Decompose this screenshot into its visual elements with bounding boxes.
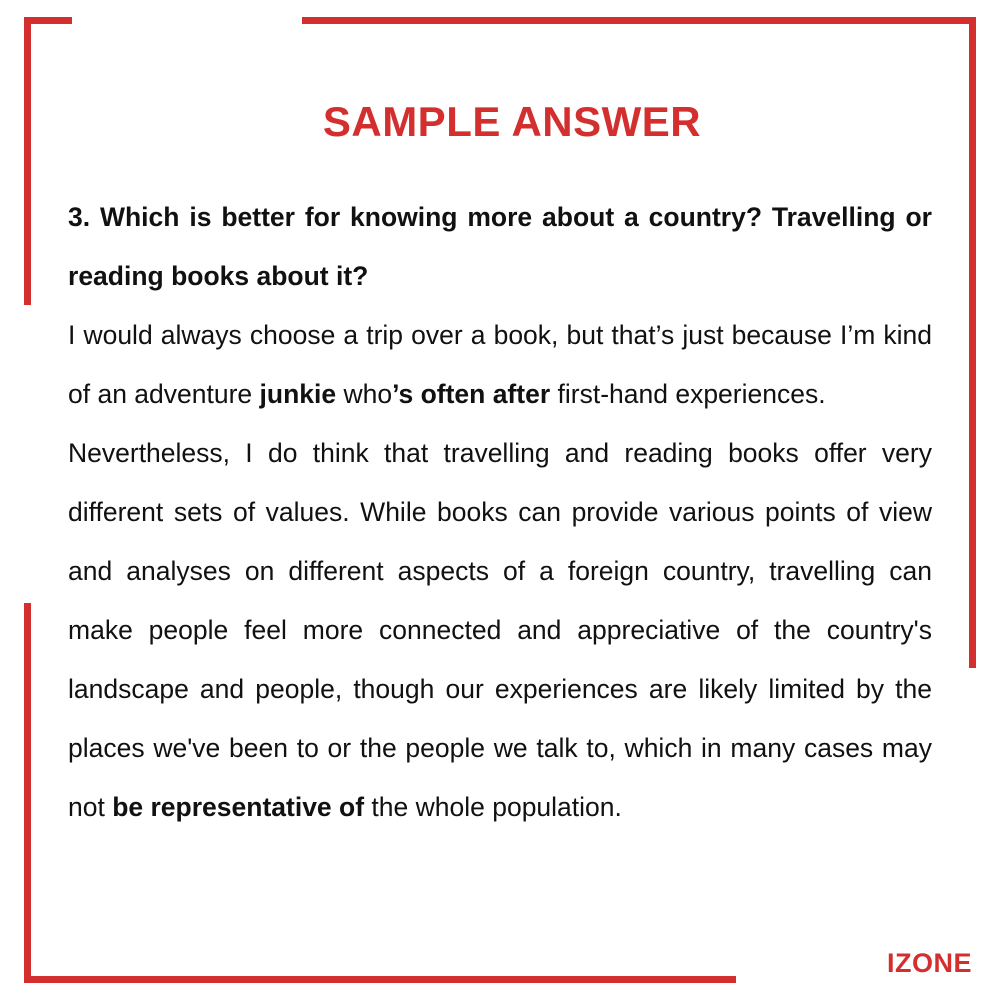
paragraph-2-text-2: the whole population.: [364, 792, 622, 822]
paragraph-1-text-1: I would always choose a trip over a book, but that’s just because I’m kind of an adventure: [68, 320, 932, 409]
paragraph-1-text-2: who: [336, 379, 393, 409]
answer-paragraph-1: [68, 306, 932, 424]
frame-bottom-left-horizontal: [24, 976, 736, 983]
frame-top-left-horizontal: [24, 17, 72, 24]
paragraph-1-text-3: first-hand experiences.: [550, 379, 826, 409]
highlight-be-representative-of: be representative of: [112, 792, 365, 822]
highlight-junkie: junkie: [259, 379, 337, 409]
answer-paragraph-2: [68, 424, 932, 837]
frame-bottom-left-vertical: [24, 603, 31, 983]
brand-logo: IZONE: [886, 948, 972, 978]
answer-content: [68, 188, 932, 837]
page-title: SAMPLE ANSWER: [322, 98, 702, 145]
frame-top-left-vertical: [24, 17, 31, 305]
frame-top-right-horizontal: [302, 17, 976, 24]
question-text: 3. Which is better for knowing more about a country? Travelling or reading books about it?: [68, 202, 932, 291]
highlight-often-after: ’s often after: [392, 379, 551, 409]
paragraph-2-text-1: Nevertheless, I do think that travelling and reading books offer very different sets of values. While books can provide various points of view and analyses on different aspects of a foreign country, travelling can make people feel more connected and appreciative of the country's landscape and people, though our experiences are likely limited by the places we've been to or the people we talk to, which in many cases may not: [68, 438, 932, 822]
